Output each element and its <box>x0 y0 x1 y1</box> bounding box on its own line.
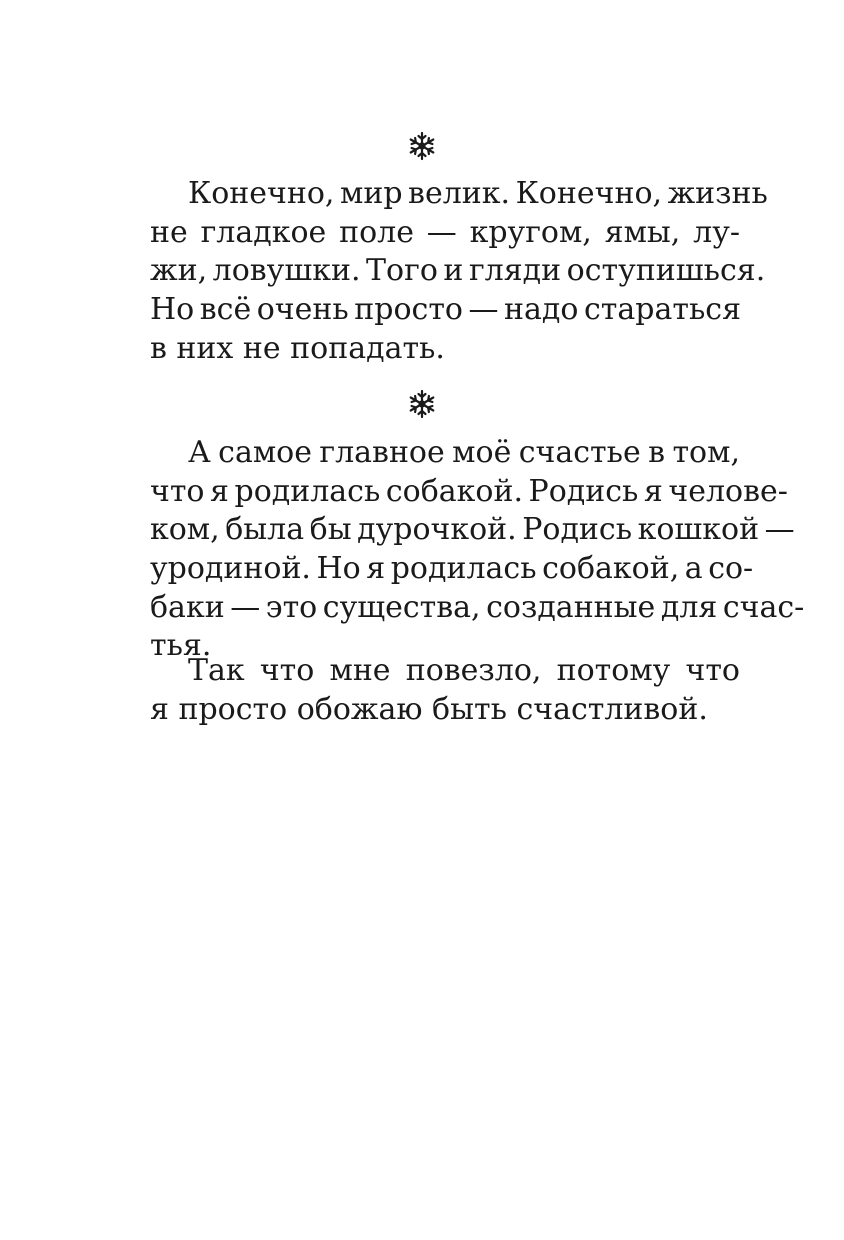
paragraph-1-line: в них не попадать. <box>150 330 445 366</box>
snowflake-icon <box>407 389 437 419</box>
paragraph-2-line: тья. <box>150 628 212 664</box>
paragraph-3-line: Так что мне повезло, потому что <box>188 653 740 688</box>
paragraph-1 <box>150 175 768 368</box>
paragraph-1-line: Но всё очень просто — надо стараться <box>150 292 742 328</box>
paragraph-2-line: баки — это существа, созданные для счас- <box>150 589 805 625</box>
paragraph-2-line: уродиной. Но я родилась собакой, а со- <box>150 551 754 587</box>
ornament-middle <box>0 389 844 421</box>
snowflake-icon <box>407 131 437 161</box>
paragraph-2-line: что я родилась собакой. Родись я челове- <box>150 473 788 509</box>
paragraph-1-line: Конечно, мир велик. Конечно, жизнь <box>188 176 768 211</box>
paragraph-3-line: я просто обожаю быть счастливой. <box>150 691 708 727</box>
paragraph-1-line: не гладкое поле — кругом, ямы, лу- <box>150 214 740 250</box>
ornament-top <box>0 131 844 163</box>
paragraph-2 <box>150 434 805 666</box>
paragraph-2-line: ком, была бы дурочкой. Родись кошкой — <box>150 512 795 548</box>
paragraph-3 <box>150 652 740 729</box>
paragraph-1-line: жи, ловушки. Того и гляди оступишься. <box>150 253 766 289</box>
paragraph-2-line: А самое главное моё счастье в том, <box>188 435 740 470</box>
